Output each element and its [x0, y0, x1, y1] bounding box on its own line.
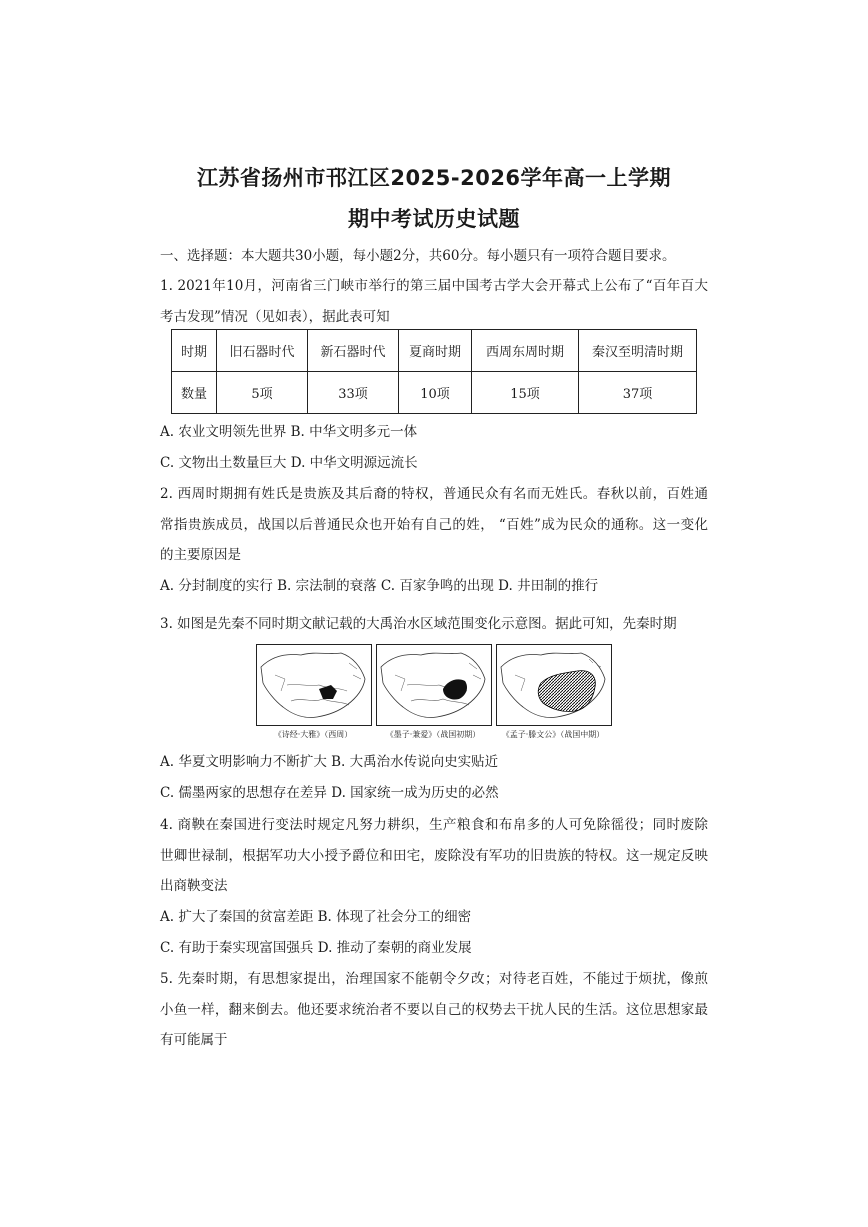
table-row	[172, 330, 697, 372]
map-mid-warring-states	[496, 644, 612, 726]
table-row	[172, 372, 697, 414]
table-cell: 37项	[579, 372, 697, 414]
table-cell: 秦汉至明清时期	[579, 330, 697, 372]
q3-map-figure	[256, 644, 612, 744]
table-cell: 时期	[172, 330, 217, 372]
table-cell: 西周东周时期	[472, 330, 579, 372]
q1-stem-line2: 考古发现”情况（见如表），据此表可知	[160, 309, 390, 325]
q4-options-ab: A. 扩大了秦国的贫富差距 B. 体现了社会分工的细密	[160, 909, 472, 925]
table-cell: 新石器时代	[308, 330, 399, 372]
q2-options: A. 分封制度的实行 B. 宗法制的衰落 C. 百家争鸣的出现 D. 井田制的推行	[160, 578, 599, 594]
q1-options-cd: C. 文物出土数量巨大 D. 中华文明源远流长	[160, 455, 418, 471]
table-cell: 33项	[308, 372, 399, 414]
map-caption: 《诗经·大雅》（西周）	[273, 730, 353, 739]
q4-stem-line2: 世卿世禄制，根据军功大小授予爵位和田宅，废除没有军功的旧贵族的特权。这一规定反映	[160, 848, 708, 864]
map-western-zhou	[256, 644, 372, 726]
q5-stem-line3: 有可能属于	[160, 1032, 228, 1048]
q1-stem-line1: 1. 2021年10月，河南省三门峡市举行的第三届中国考古学大会开幕式上公布了“百年百大	[160, 278, 708, 294]
page-title: 江苏省扬州市邗江区2025-2026学年高一上学期	[196, 166, 672, 190]
q5-stem-line2: 小鱼一样，翻来倒去。他还要求统治者不要以自己的权势去干扰人民的生活。这位思想家最	[160, 1002, 708, 1018]
table-cell: 数量	[172, 372, 217, 414]
q3-stem-line1: 3. 如图是先秦不同时期文献记载的大禹治水区域范围变化示意图。据此可知，先秦时期	[160, 616, 677, 632]
q1-table	[171, 329, 697, 414]
table-cell: 夏商时期	[399, 330, 472, 372]
table-cell: 旧石器时代	[217, 330, 308, 372]
q4-stem-line1: 4. 商鞅在秦国进行变法时规定凡努力耕织，生产粮食和布帛多的人可免除徭役；同时废除	[160, 817, 708, 833]
map-caption: 《孟子·滕文公》（战国中期）	[501, 730, 605, 739]
q2-stem-line2: 常指贵族成员，战国以后普通民众也开始有自己的姓， “百姓”成为民众的通称。这一变化	[160, 517, 708, 533]
q1-options-ab: A. 农业文明领先世界 B. 中华文明多元一体	[160, 424, 418, 440]
table-cell: 10项	[399, 372, 472, 414]
table-cell: 15项	[472, 372, 579, 414]
q4-stem-line3: 出商鞅变法	[160, 878, 228, 894]
q3-options-cd: C. 儒墨两家的思想存在差异 D. 国家统一成为历史的必然	[160, 785, 499, 801]
q4-options-cd: C. 有助于秦实现富国强兵 D. 推动了秦朝的商业发展	[160, 940, 472, 956]
section-instructions: 一、选择题：本大题共30小题，每小题2分，共60分。每小题只有一项符合题目要求。	[160, 248, 676, 264]
table-cell: 5项	[217, 372, 308, 414]
q2-stem-line3: 的主要原因是	[160, 547, 241, 563]
map-caption: 《墨子·兼爱》（战国初期）	[385, 730, 481, 739]
q5-stem-line1: 5. 先秦时期，有思想家提出，治理国家不能朝令夕改；对待老百姓，不能过于烦扰，像煎	[160, 971, 708, 987]
page-subtitle: 期中考试历史试题	[348, 207, 520, 231]
q2-stem-line1: 2. 西周时期拥有姓氏是贵族及其后裔的特权，普通民众有名而无姓氏。春秋以前，百姓通	[160, 486, 708, 502]
q3-options-ab: A. 华夏文明影响力不断扩大 B. 大禹治水传说向史实贴近	[160, 754, 499, 770]
map-early-warring-states	[376, 644, 492, 726]
